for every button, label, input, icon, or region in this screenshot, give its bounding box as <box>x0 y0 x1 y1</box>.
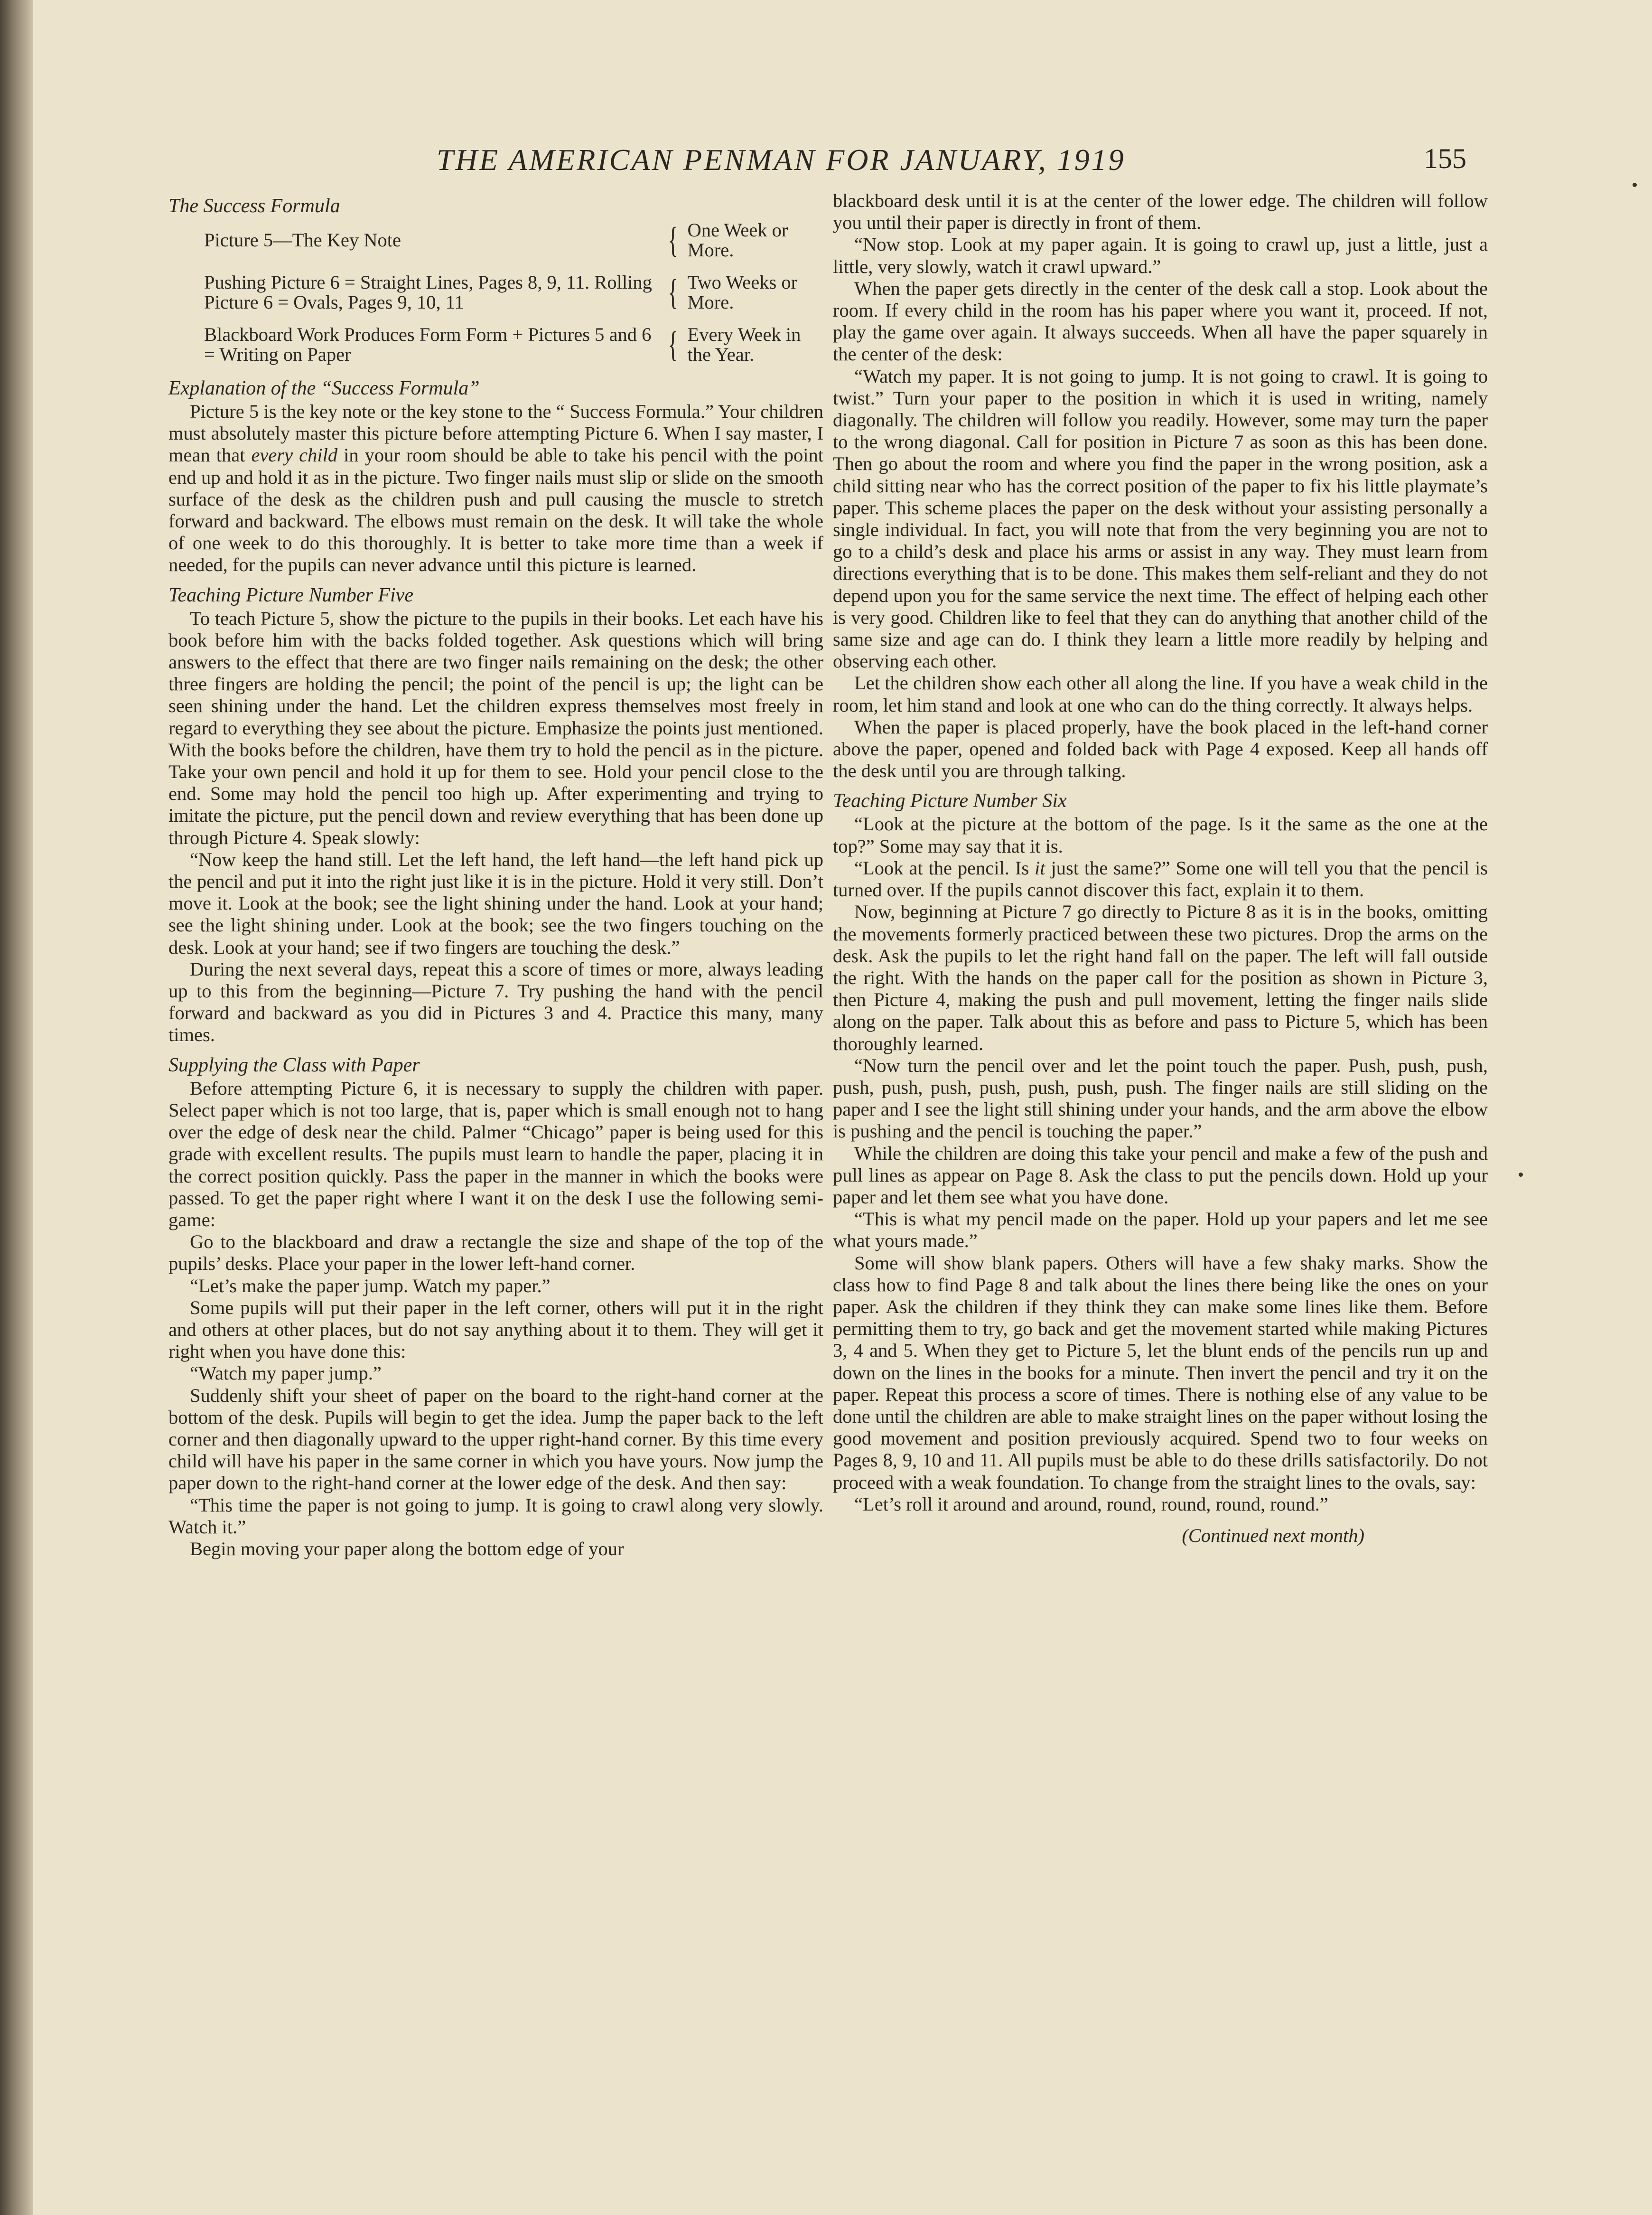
paragraph: “Now turn the pencil over and let the point touch the paper. Push, push, push, push, push, push, push, push, push, push. The finger nails are still sliding on the paper and I see the light still shining under your hands, and the arm above the elbow is pushing and the pencil is touching the paper.” <box>833 1054 1488 1142</box>
formula-item: Blackboard Work Produces Form Form + Pictures 5 and 6 = Writing on Paper <box>204 324 652 365</box>
emphasis: every child <box>251 444 338 466</box>
paragraph: While the children are doing this take your pencil and make a few of the push and pull lines as appear on Page 8. Ask the class to put the pencils down. Hold up your paper and let them see what you have done. <box>833 1142 1488 1208</box>
paragraph: “Let’s make the paper jump. Watch my paper.” <box>190 1275 551 1296</box>
success-formula-table <box>168 220 823 365</box>
section-heading-explanation: Explanation of the “Success Formula” <box>168 377 480 399</box>
page-number: 155 <box>1424 143 1466 174</box>
brace-icon: { <box>668 325 679 365</box>
paragraph: “Look at the picture at the bottom of the page. Is it the same as the one at the top?” Some may say that it is. <box>833 813 1488 857</box>
paragraph: During the next several days, repeat this a score of times or more, always leading up to this from the beginning—Picture 7. Try pushing the hand with the pencil forward and backward as you did in Pictures 3 and 4. Practice this many, many times. <box>168 958 823 1046</box>
brace-icon: { <box>668 272 679 312</box>
paragraph: “Now keep the hand still. Let the left hand, the left hand—the left hand pick up the pencil and put it into the right just like it is in the picture. Hold it very still. Don’t move it. Look at the book; see the light shining under the hand. Look at your hand; see the light shining under. Look at the book; see the two fingers touching on the desk. Look at your hand; see if two fingers are touching the desk.” <box>168 848 823 958</box>
paragraph: Some will show blank papers. Others will have a few shaky marks. Show the class how to find Page 8 and talk about the lines there being like the ones on your paper. Ask the children if they think they can make some lines like them. Before permitting them to try, go back and get the movement started while making Pictures 3, 4 and 5. When they get to Picture 5, let the blunt ends of the pencils run up and down on the lines in the books for a minute. Then invert the pencil and try it on the paper. Repeat this process a score of times. There is nothing else of any value to be done until the children are able to make straight lines on the paper without losing the good movement and position previously acquired. Spend two to four weeks on Pages 8, 9, 10 and 11. All pupils must be able to do these drills satisfactorily. Do not proceed with a weak foundation. To change from the straight lines to the ovals, say: <box>833 1252 1488 1493</box>
paragraph: Go to the blackboard and draw a rectangle the size and shape of the top of the pupils’ desks. Place your paper in the lower left-hand corner. <box>168 1231 823 1275</box>
formula-duration: Two Weeks or More. <box>687 272 798 313</box>
paragraph: Begin moving your paper along the bottom edge of your <box>190 1538 624 1559</box>
paragraph: To teach Picture 5, show the picture to the pupils in their books. Let each have his book before him with the backs folded together. Ask questions which will bring answers to the effect that there are two finger nails remaining on the desk; the other three fingers are holding the pencil; the point of the pencil is up; the light can be seen shining under the hand. Let the children express themselves most freely in regard to everything they see about the picture. Emphasize the points just mentioned. With the books before the children, have them try to hold the pencil as in the picture. Take your own pencil and hold it up for them to see. Hold your pencil close to the end. Some may hold the pencil too high up. After experimenting and trying to imitate the picture, put the pencil down and review everything that has been done up through Picture 4. Speak slowly: <box>168 607 823 848</box>
ink-speck <box>1519 1173 1523 1177</box>
running-title: THE AMERICAN PENMAN FOR JANUARY, 1919 <box>437 143 1126 177</box>
ink-speck <box>1633 183 1637 187</box>
formula-heading: The Success Formula <box>168 195 340 217</box>
section-heading-teaching-six: Teaching Picture Number Six <box>833 790 1067 812</box>
formula-item: Picture 5—The Key Note <box>204 229 401 251</box>
paragraph: “Watch my paper. It is not going to jump. It is not going to crawl. It is going to twist.” Turn your paper to the position in which it is used in writing, namely diagonally. The children will follow you readily. However, some may turn the paper to the wrong diagonal. Call for position in Picture 7 as soon as this has been done. Then go about the room and where you find the paper in the wrong position, ask a child sitting near who has the correct position of the paper to fix his little playmate’s paper. This scheme places the paper on the desk without your assisting personally a single individual. In fact, you will note that from the very beginning you are not to go to a child’s desk and place his arms or assist in any way. They must learn from directions everything that is to be done. This makes them self-reliant and they do not depend upon you for the same service the next time. The effect of helping each other is very good. Children like to feel that they can do anything that another child of the same size and age can do. I think they learn a little more readily by helping and observing each other. <box>833 365 1488 672</box>
formula-duration: One Week or More. <box>687 219 788 261</box>
brace-icon: { <box>668 220 679 260</box>
left-column <box>168 190 823 1560</box>
paragraph: “Now stop. Look at my paper again. It is going to crawl up, just a little, just a little, very slowly, watch it crawl upward.” <box>833 234 1488 277</box>
paragraph: “Watch my paper jump.” <box>190 1362 382 1384</box>
section-heading-supplying-paper: Supplying the Class with Paper <box>168 1054 420 1076</box>
section-heading-teaching-five: Teaching Picture Number Five <box>168 584 413 606</box>
formula-row <box>204 220 823 260</box>
paragraph: Now, beginning at Picture 7 go directly to Picture 8 as it is in the books, omitting the movements formerly practiced between these two pictures. Drop the arms on the desk. Ask the pupils to let the right hand fall on the paper. The left will fall outside the right. With the hands on the paper call for the position as shown in Picture 3, then Picture 4, making the push and pull movement, letting the finger nails slide along on the paper. Talk about this as before and pass to Picture 5, which has been thoroughly learned. <box>833 901 1488 1054</box>
paragraph: When the paper is placed properly, have the book placed in the left-hand corner above the paper, opened and folded back with Page 4 exposed. Keep all hands off the desk until you are through talking. <box>833 716 1488 782</box>
formula-row <box>204 325 823 365</box>
paragraph: “Look at the pencil. Is it just the same?” Some one will tell you that the pencil is turned over. If the pupils cannot discover this fact, explain it to them. <box>833 857 1488 901</box>
formula-item: Pushing Picture 6 = Straight Lines, Pages 8, 9, 11. Rolling Picture 6 = Ovals, Pages 9, 10, 11 <box>204 272 652 313</box>
paragraph: When the paper gets directly in the center of the desk call a stop. Look about the room. If every child in the room has his paper where you want it, proceed. If not, play the game over again. It always succeeds. When all have the paper squarely in the center of the desk: <box>833 277 1488 365</box>
emphasis: it <box>1035 857 1045 879</box>
paragraph: Picture 5 is the key note or the key stone to the “ Success Formula.” Your children must absolutely master this picture before attempting Picture 6. When I say master, I mean that every child in your room should be able to take his pencil with the point end up and hold it as in the picture. Two finger nails must slip or slide on the smooth surface of the desk as the children push and pull causing the muscle to stretch forward and backward. The elbows must remain on the desk. It will take the whole of one week to do this thoroughly. It is better to take more time than a week if needed, for the pupils can never advance until this picture is learned. <box>168 401 823 576</box>
paragraph: “Let’s roll it around and around, round, round, round, round.” <box>854 1493 1328 1515</box>
paragraph: “This time the paper is not going to jump. It is going to crawl along very slowly. Watch it.” <box>168 1494 823 1538</box>
formula-row <box>204 272 823 312</box>
formula-duration: Every Week in the Year. <box>687 324 801 365</box>
journal-page <box>33 0 1652 2215</box>
book-gutter-shadow <box>0 0 33 2215</box>
paragraph: Before attempting Picture 6, it is necessary to supply the children with paper. Select paper which is not too large, that is, paper which is small enough not to hang over the edge of desk near the child. Palmer “Chicago” paper is being used for this grade with excellent results. The pupils must learn to handle the paper, placing it in the correct position quickly. Pass the paper in the manner in which the books were passed. To get the paper right where I want it on the desk I use the following semi-game: <box>168 1077 823 1230</box>
right-column <box>833 190 1488 1547</box>
continued-note: (Continued next month) <box>1182 1524 1364 1546</box>
paragraph: Some pupils will put their paper in the left corner, others will put it in the right and others at other places, but do not say anything about it to them. They will get it right when you have done this: <box>168 1296 823 1362</box>
paragraph: Suddenly shift your sheet of paper on the board to the right-hand corner at the bottom of the desk. Pupils will begin to get the idea. Jump the paper back to the left corner and then diagonally upward to the upper right-hand corner. By this time every child will have his paper in the same corner in which you have yours. Now jump the paper down to the right-hand corner at the lower edge of the desk. And then say: <box>168 1384 823 1494</box>
paragraph: “This is what my pencil made on the paper. Hold up your papers and let me see what yours made.” <box>833 1208 1488 1252</box>
paragraph: Let the children show each other all along the line. If you have a weak child in the room, let him stand and look at one who can do the thing correctly. It always helps. <box>833 672 1488 716</box>
paragraph: blackboard desk until it is at the center of the lower edge. The children will follow you until their paper is directly in front of them. <box>833 190 1488 234</box>
